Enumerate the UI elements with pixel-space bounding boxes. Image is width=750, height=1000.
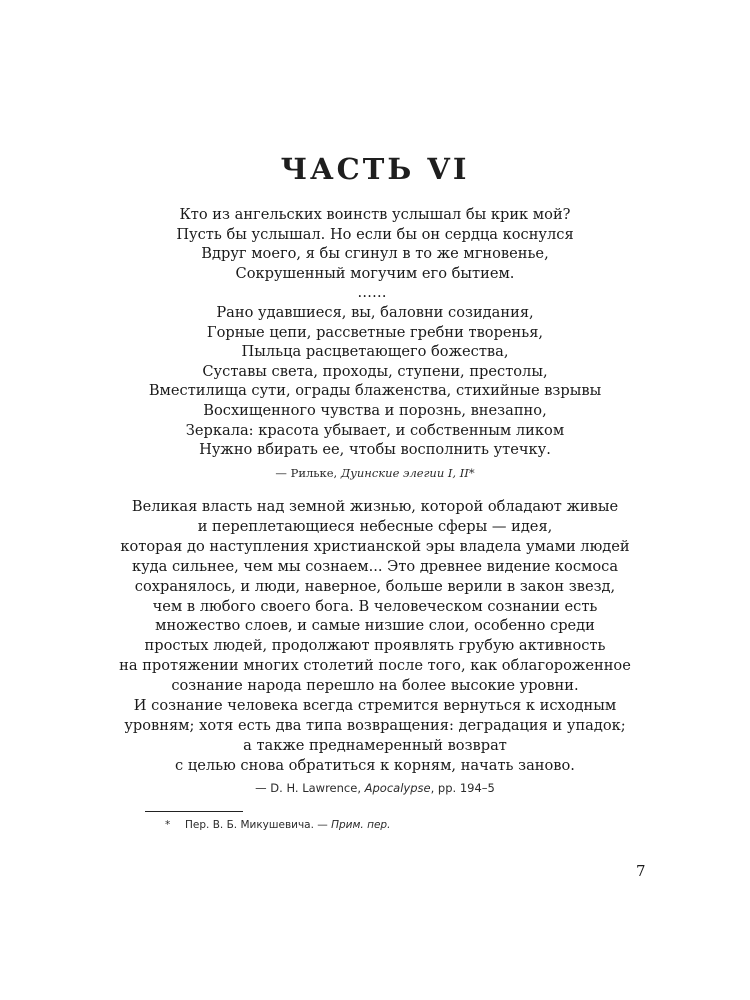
verse-line: Кто из ангельских воинств услышал бы крик мой? bbox=[179, 206, 571, 223]
verse-line: Сокрушенный могучим его бытием. bbox=[235, 264, 515, 282]
prose-line: и переплетающиеся небесные сферы — идея, bbox=[197, 517, 553, 535]
verse-line: Суставы света, проходы, ступени, престолы, bbox=[202, 362, 548, 380]
attribution-work: Apocalypse bbox=[364, 780, 431, 795]
attribution-work: Дуинские элегии I, II* bbox=[340, 465, 475, 480]
footnote-text: Пер. В. Б. Микушевича. — bbox=[185, 819, 332, 831]
page-number: 7 bbox=[636, 862, 646, 880]
prose-line: куда сильнее, чем мы сознаем... Это древнее видение космоса bbox=[131, 557, 619, 575]
prose-line: которая до наступления христианской эры владела умами людей bbox=[120, 537, 630, 555]
verse-ellipsis: …… bbox=[357, 284, 387, 302]
verse-line: Зеркала: красота убывает, и собственным ликом bbox=[185, 421, 565, 439]
verse-line: Пусть бы услышал. Но если бы он сердца коснулся bbox=[176, 225, 574, 243]
prose-line: с целью снова обратиться к корням, начать заново. bbox=[175, 756, 575, 774]
prose-line: сохранялось, и люди, наверное, больше верили в закон звезд, bbox=[134, 577, 616, 595]
prose-line: чем в любого своего бога. В человеческом сознании есть bbox=[152, 597, 598, 615]
prose-line: И сознание человека всегда стремится вернуться к исходным bbox=[133, 697, 617, 715]
prose-line: уровням; хотя есть два типа возвращения: деградация и упадок; bbox=[124, 716, 626, 734]
lawrence-attribution bbox=[0, 780, 750, 796]
part-title: ЧАСТЬ VI bbox=[280, 152, 470, 186]
prose-line: на протяжении многих столетий после того, как облагороженное bbox=[119, 657, 631, 675]
attribution-pages: , pp. 194–5 bbox=[430, 780, 495, 795]
attribution-author: — Рильке, bbox=[275, 465, 341, 480]
verse-line: Нужно вбирать ее, чтобы восполнить утечку. bbox=[199, 441, 551, 459]
footnote-marker: * bbox=[165, 819, 171, 831]
prose-line: множество слоев, и самые низшие слои, особенно среди bbox=[155, 617, 595, 635]
attribution-author: — D. H. Lawrence, bbox=[255, 780, 365, 795]
prose-line: а также преднамеренный возврат bbox=[243, 736, 507, 754]
verse-line: Пыльца расцветающего божества, bbox=[241, 343, 509, 361]
footnote bbox=[165, 818, 390, 832]
prose-line: Великая власть над земной жизнью, которой обладают живые bbox=[131, 498, 619, 515]
footnote-divider bbox=[145, 811, 243, 812]
verse-line: Восхищенного чувства и порознь, внезапно, bbox=[203, 401, 547, 419]
footnote-note: Прим. пер. bbox=[331, 819, 391, 831]
prose-line: простых людей, продолжают проявлять грубую активность bbox=[144, 637, 606, 655]
rilke-attribution bbox=[0, 465, 750, 481]
verse-line: Вдруг моего, я бы сгинул в то же мгновенье, bbox=[201, 245, 549, 263]
verse-line: Рано удавшиеся, вы, баловни созидания, bbox=[216, 303, 534, 321]
lawrence-epigraph bbox=[0, 497, 750, 796]
verse-line: Горные цепи, рассветные гребни творенья, bbox=[206, 323, 544, 341]
prose-line: сознание народа перешло на более высокие уровни. bbox=[171, 677, 579, 695]
rilke-epigraph bbox=[0, 205, 750, 481]
verse-line: Вместилища сути, ограды блаженства, стихийные взрывы bbox=[148, 382, 602, 400]
